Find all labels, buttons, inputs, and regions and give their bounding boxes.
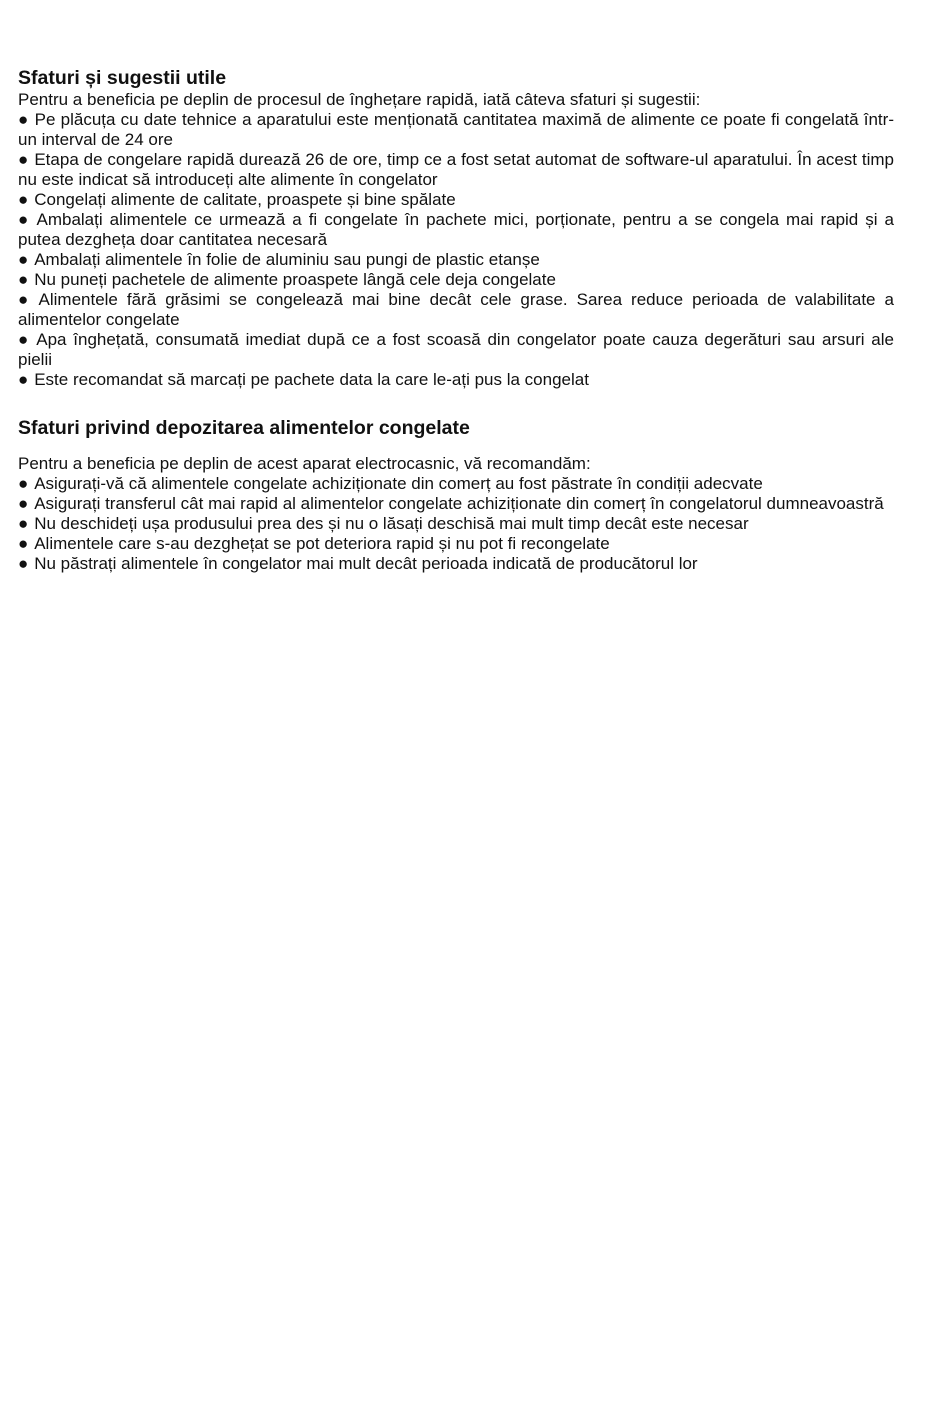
list-item-text: Asigurați transferul cât mai rapid al alimentelor congelate achiziționate din comerț în congelatorul dumneavoastră [34, 494, 884, 513]
list-item-text: Este recomandat să marcați pe pachete data la care le-ați pus la congelat [34, 370, 589, 389]
bullet-icon: ● [18, 330, 31, 349]
list-item [18, 474, 894, 494]
section-intro: Pentru a beneficia pe deplin de procesul de înghețare rapidă, iată câteva sfaturi și sugestii: [18, 90, 701, 109]
bullet-icon: ● [18, 514, 29, 533]
list-item-text: Ambalați alimentele ce urmează a fi congelate în pachete mici, porționate, pentru a se congela mai rapid și a putea dezgheța doar cantitatea necesară [18, 210, 894, 249]
bullet-icon: ● [18, 190, 29, 209]
bullet-icon: ● [18, 554, 29, 573]
section-useful-tips [18, 66, 894, 390]
bullet-icon: ● [18, 270, 29, 289]
document-page [18, 66, 894, 574]
section-frozen-storage-tips [18, 416, 894, 574]
list-item [18, 554, 894, 574]
list-item [18, 494, 894, 514]
section-intro: Pentru a beneficia pe deplin de acest aparat electrocasnic, vă recomandăm: [18, 454, 591, 473]
list-item [18, 110, 894, 150]
list-item [18, 150, 894, 190]
list-item [18, 190, 894, 210]
list-item-text: Etapa de congelare rapidă durează 26 de ore, timp ce a fost setat automat de software-ul aparatului. În acest timp nu este indicat să introduceți alte alimente în congelator [18, 150, 894, 189]
list-item [18, 250, 894, 270]
bullet-icon: ● [18, 494, 29, 513]
bullet-list [18, 474, 894, 574]
list-item-text: Asigurați-vă că alimentele congelate achiziționate din comerț au fost păstrate în condiții adecvate [34, 474, 763, 493]
list-item-text: Congelați alimente de calitate, proaspete și bine spălate [34, 190, 456, 209]
list-item-text: Ambalați alimentele în folie de aluminiu sau pungi de plastic etanșe [34, 250, 540, 269]
section-heading: Sfaturi și sugestii utile [18, 67, 227, 89]
list-item [18, 290, 894, 330]
list-item-text: Nu deschideți ușa produsului prea des și nu o lăsați deschisă mai mult timp decât este necesar [34, 514, 749, 533]
list-item-text: Apa înghețată, consumată imediat după ce a fost scoasă din congelator poate cauza degerături sau arsuri ale pielii [18, 330, 894, 369]
list-item [18, 514, 894, 534]
bullet-icon: ● [18, 534, 29, 553]
list-item [18, 534, 894, 554]
bullet-icon: ● [18, 290, 33, 309]
bullet-icon: ● [18, 250, 29, 269]
list-item-text: Alimentele fără grăsimi se congelează mai bine decât cele grase. Sarea reduce perioada de valabilitate a alimentelor congelate [18, 290, 894, 329]
list-item [18, 270, 894, 290]
list-item-text: Alimentele care s-au dezghețat se pot deteriora rapid și nu pot fi recongelate [34, 534, 610, 553]
section-heading: Sfaturi privind depozitarea alimentelor congelate [18, 417, 470, 439]
bullet-list [18, 110, 894, 390]
list-item [18, 210, 894, 250]
bullet-icon: ● [18, 370, 29, 389]
bullet-icon: ● [18, 110, 29, 129]
list-item [18, 330, 894, 370]
list-item-text: Pe plăcuța cu date tehnice a aparatului este menționată cantitatea maximă de alimente ce poate fi congelată într-un interval de 24 ore [18, 110, 894, 149]
bullet-icon: ● [18, 210, 31, 229]
list-item-text: Nu puneți pachetele de alimente proaspete lângă cele deja congelate [34, 270, 556, 289]
bullet-icon: ● [18, 474, 29, 493]
list-item [18, 370, 894, 390]
list-item-text: Nu păstrați alimentele în congelator mai mult decât perioada indicată de producătorul lor [34, 554, 698, 573]
bullet-icon: ● [18, 150, 29, 169]
